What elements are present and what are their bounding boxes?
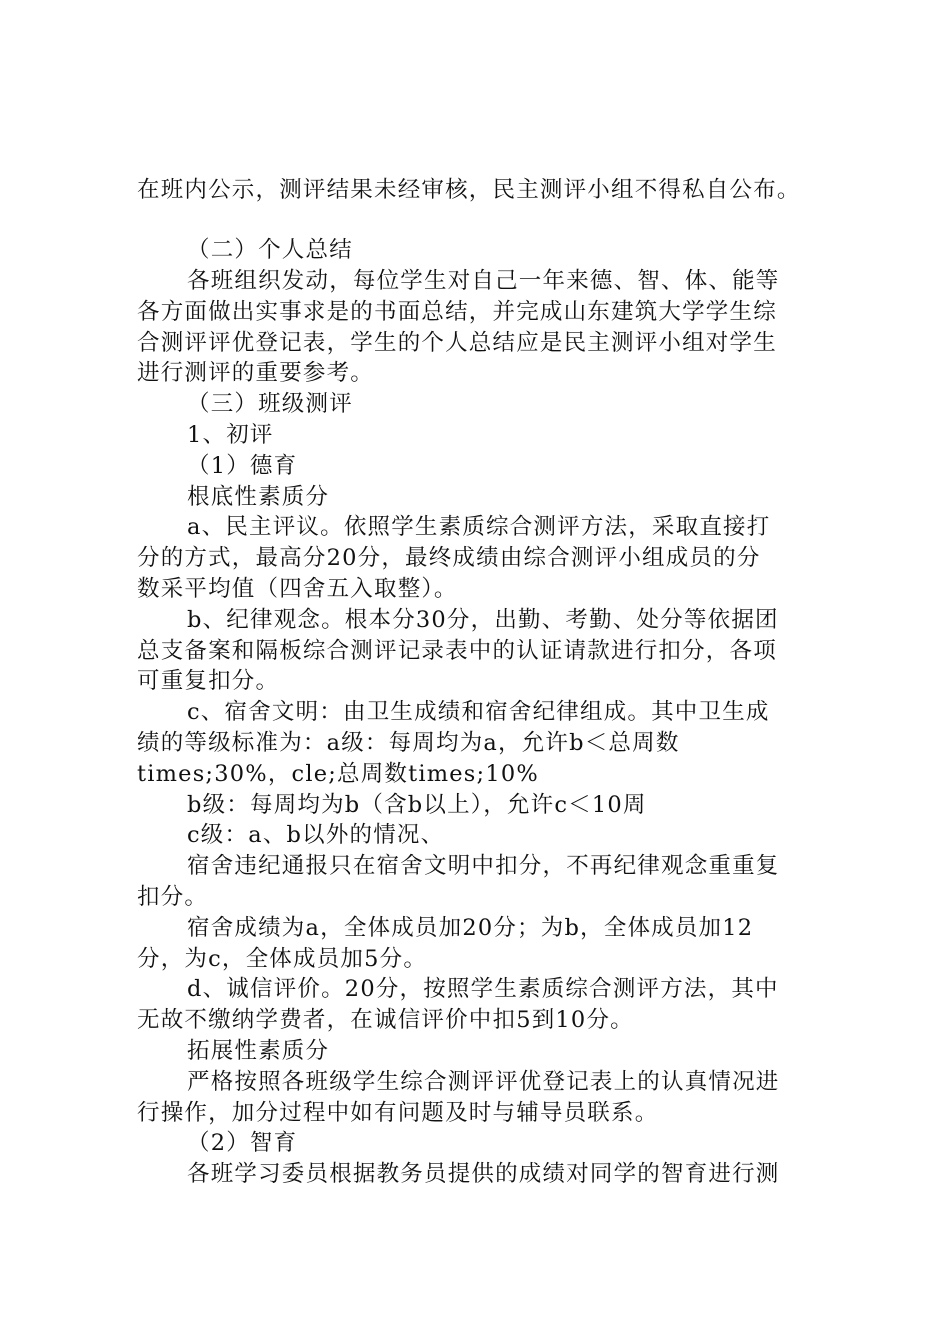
text-line: 无故不缴纳学费者，在诚信评价中扣5到10分。 [137,1007,634,1033]
text-line: 严格按照各班级学生综合测评评优登记表上的认真情况进 [187,1069,780,1095]
text-line: d、诚信评价。20分，按照学生素质综合测评方法，其中 [187,976,779,1002]
text-line: 合测评评优登记表，学生的个人总结应是民主测评小组对学生 [137,330,777,356]
text-line: c级：a、b以外的情况、 [187,822,445,848]
text-line: times;30%，cle;总周数times;10% [137,761,539,787]
text-line: b级：每周均为b（含b以上），允许c＜10周 [187,792,647,818]
text-line: c、宿舍文明：由卫生成绩和宿舍纪律组成。其中卫生成 [187,699,770,725]
section-heading: （二）个人总结 [187,237,353,263]
text-line: 进行测评的重要参考。 [137,360,375,386]
text-line: 绩的等级标准为：a级：每周均为a，允许b＜总周数 [137,730,680,756]
subsection-heading: 1、初评 [187,422,274,448]
text-line: 在班内公示，测评结果未经审核，民主测评小组不得私自公布。 [137,177,801,203]
subsection-heading: （2）智育 [187,1130,298,1156]
text-line: 数采平均值（四舍五入取整）。 [137,576,458,602]
text-line: 行操作，加分过程中如有问题及时与辅导员联系。 [137,1100,659,1126]
text-line: 各方面做出实事求是的书面总结，并完成山东建筑大学学生综 [137,299,777,325]
text-line: 总支备案和隔板综合测评记录表中的认证请款进行扣分，各项 [137,638,777,664]
text-line: 各班学习委员根据教务员提供的成绩对同学的智育进行测 [187,1161,780,1187]
text-line: 分，为c，全体成员加5分。 [137,946,428,972]
text-line: a、民主评议。依照学生素质综合测评方法，采取直接打 [187,514,771,540]
text-line: 各班组织发动，每位学生对自己一年来德、智、体、能等 [187,268,780,294]
subsection-heading: 拓展性素质分 [187,1038,330,1064]
text-line: 扣分。 [137,884,209,910]
text-line: 宿舍违纪通报只在宿舍文明中扣分，不再纪律观念重重复 [187,853,780,879]
subsection-heading: （1）德育 [187,453,298,479]
text-line: 宿舍成绩为a，全体成员加20分；为b，全体成员加12 [187,915,754,941]
text-line: b、纪律观念。根本分30分，出勤、考勤、处分等依据团 [187,607,779,633]
subsection-heading: 根底性素质分 [187,484,330,510]
section-heading: （三）班级测评 [187,391,353,417]
text-line: 可重复扣分。 [137,668,280,694]
text-line: 分的方式，最高分20分，最终成绩由综合测评小组成员的分 [137,545,761,571]
